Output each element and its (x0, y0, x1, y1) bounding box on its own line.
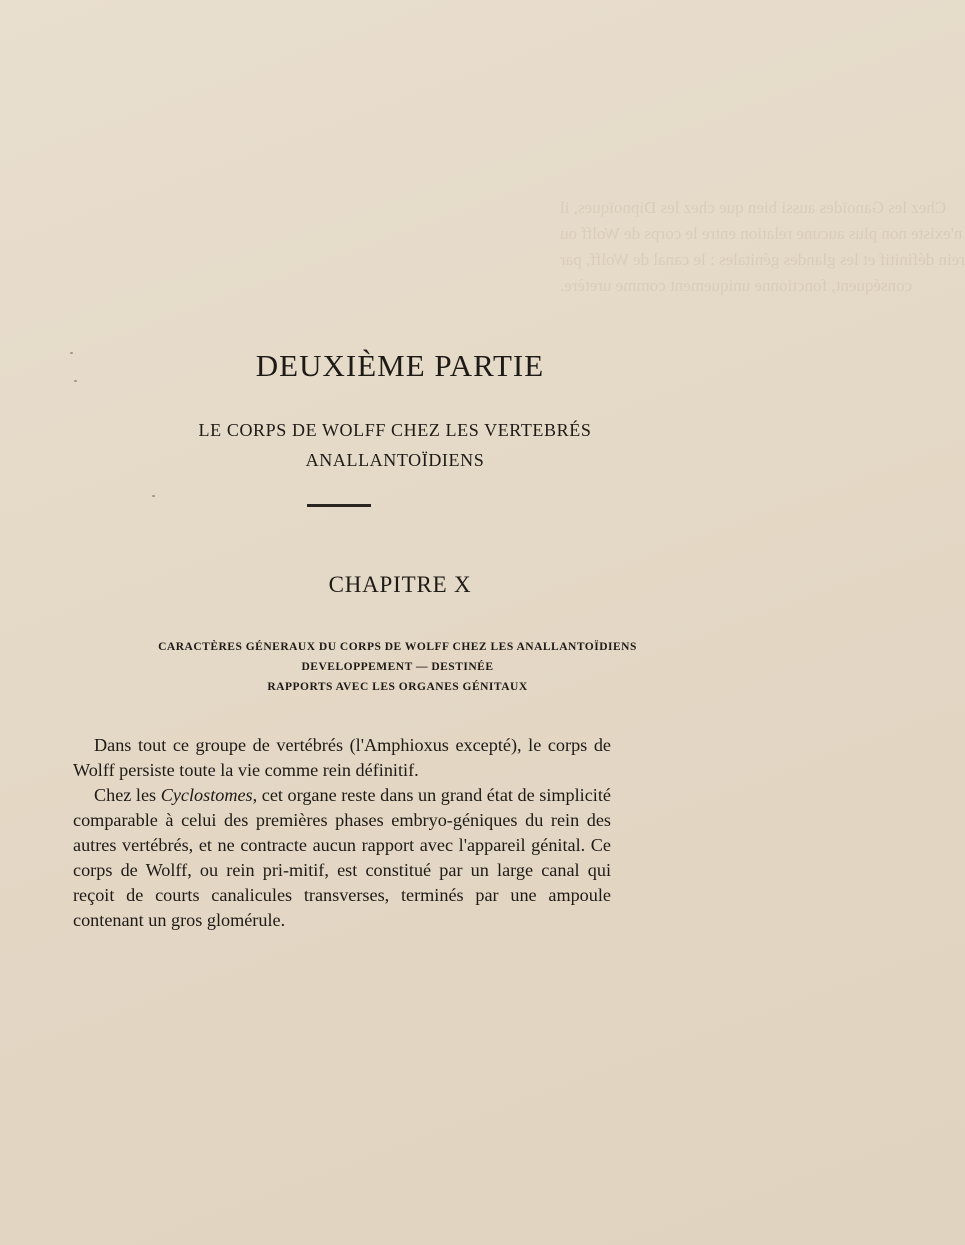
paragraph (73, 783, 611, 933)
body-text (73, 733, 611, 933)
text-run: , cet organe reste dans un grand état de simplicité comparable à celui des premières phases embryo-géniques du rein des autres vertébrés, et ne contracte aucun rapport avec l'appareil génital. Ce corps de Wolff, ou rein pri-mitif, est constitué par un large canal qui reçoit de courts canalicules transverses, terminés par une ampoule contenant un gros glomérule. (73, 785, 611, 930)
show-through-text: conséquent, fonctionne uniquement comme uretère. (560, 276, 913, 295)
part-title: DEUXIÈME PARTIE (255, 348, 545, 383)
part-subtitle-line: LE CORPS DE WOLFF CHEZ LES VERTEBRÉS (198, 420, 592, 440)
show-through-text: Chez les Ganoïdes aussi bien que chez les Dipnoïques, il (560, 198, 947, 217)
show-through-text: rein définitif et les glandes génitales : le canal de Wolff, par (560, 250, 965, 269)
italic-term: Cyclostomes (160, 785, 253, 805)
text-run: Chez les (94, 785, 161, 805)
chapter-summary-line: DEVELOPPEMENT — DESTINÉE (301, 661, 494, 673)
chapter-title: CHAPITRE X (328, 572, 472, 597)
show-through-text: n'existe non plus aucune relation entre le corps de Wolff ou (560, 224, 963, 243)
chapter-summary-line: CARACTÈRES GÉNERAUX DU CORPS DE WOLFF CHEZ LES ANALLANTOÏDIENS (158, 641, 637, 653)
chapter-summary-line: RAPPORTS AVEC LES ORGANES GÉNITAUX (267, 681, 528, 693)
section-divider (307, 504, 371, 507)
chapter-summary (60, 637, 735, 697)
paragraph: Dans tout ce groupe de vertébrés (l'Amphioxus excepté), le corps de Wolff persiste toute la vie comme rein définitif. (73, 735, 611, 780)
part-subtitle-line: ANALLANTOÏDIENS (305, 450, 485, 470)
paper-speck (152, 495, 155, 497)
part-subtitle (45, 415, 745, 475)
